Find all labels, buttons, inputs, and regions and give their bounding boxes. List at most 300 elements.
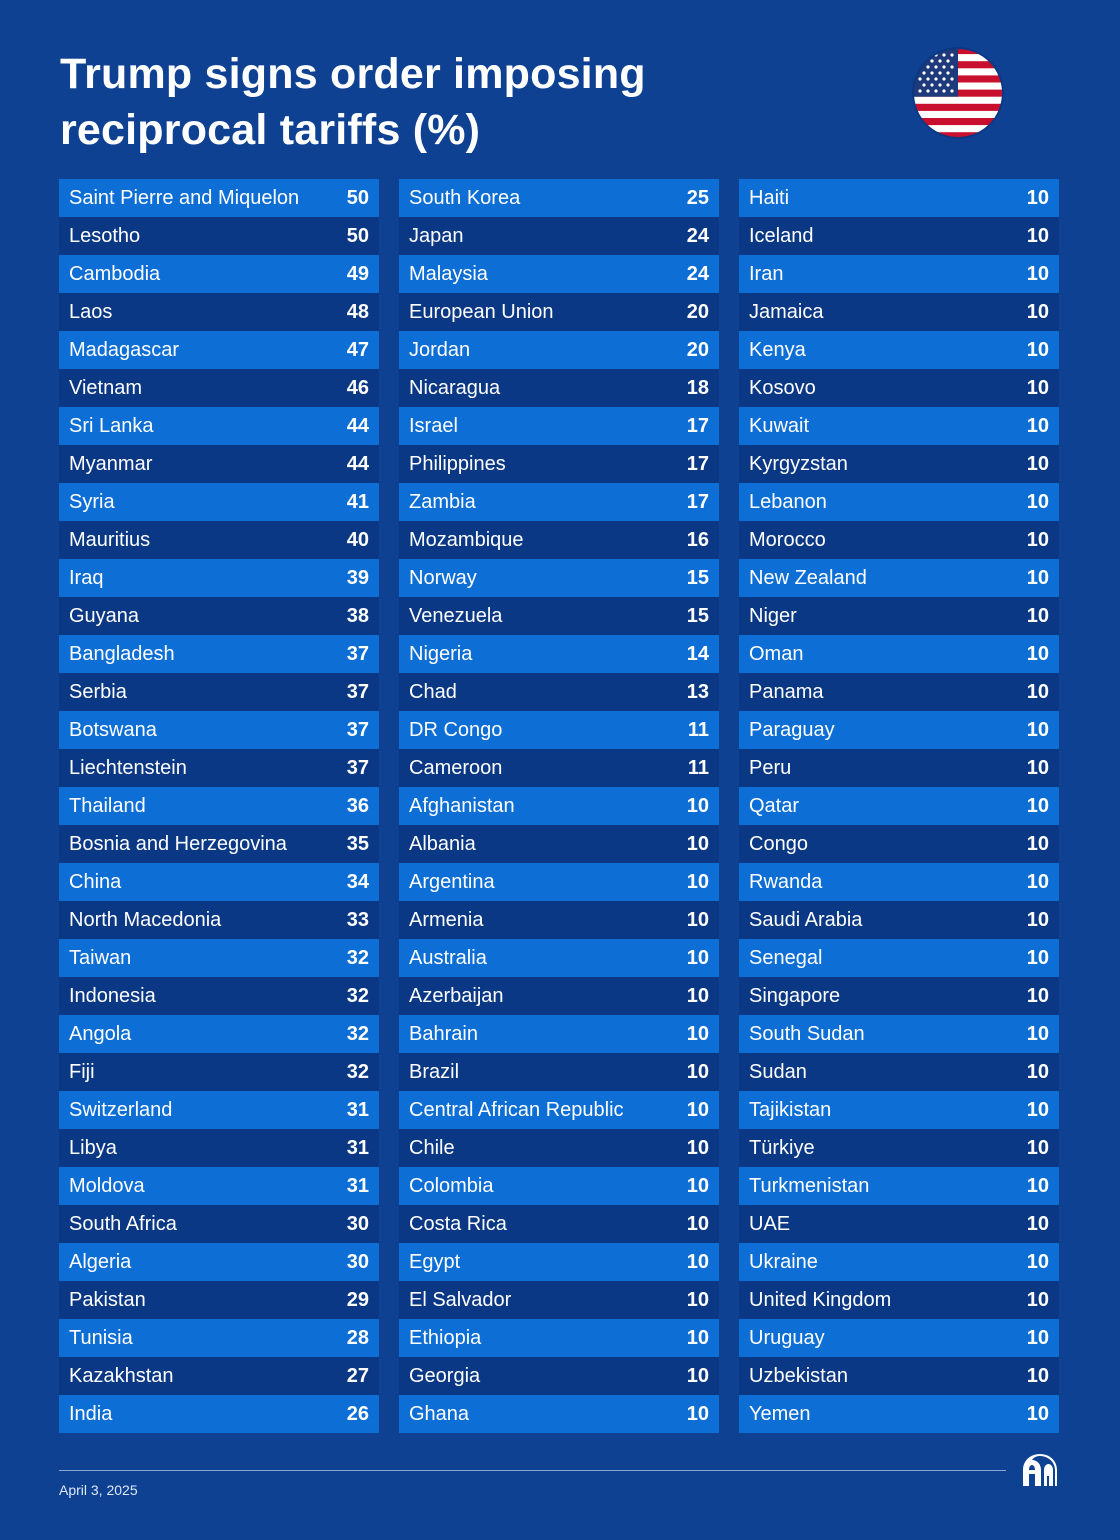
aa-logo-icon [1020,1452,1060,1488]
tariff-row [739,863,1059,901]
tariff-value: 24 [686,224,709,247]
tariff-value: 10 [1026,832,1049,855]
tariff-value: 37 [346,756,369,779]
tariff-row [739,179,1059,217]
country-name: Armenia [409,908,484,931]
tariff-row [59,901,379,939]
tariff-row [739,1091,1059,1129]
country-name: UAE [749,1212,791,1235]
tariff-value: 50 [346,186,369,209]
tariff-row [739,635,1059,673]
country-name: North Macedonia [69,908,222,931]
tariff-row [59,1167,379,1205]
country-name: Egypt [409,1250,461,1273]
tariff-value: 10 [1026,566,1049,589]
country-name: Nicaragua [409,376,501,399]
country-name: Lebanon [749,490,827,513]
country-name: Turkmenistan [749,1174,870,1197]
tariff-row [59,331,379,369]
country-name: Argentina [409,870,495,893]
tariff-value: 18 [686,376,709,399]
tariff-value: 38 [346,604,369,627]
tariff-value: 17 [686,452,709,475]
country-name: DR Congo [409,718,503,741]
country-name: Israel [409,414,458,437]
country-name: Angola [69,1022,132,1045]
tariff-row [59,1091,379,1129]
tariff-row [59,787,379,825]
tariff-row [399,673,719,711]
country-name: Peru [749,756,792,779]
tariff-value: 10 [686,946,709,969]
tariff-row [59,1205,379,1243]
tariff-row [399,1205,719,1243]
country-name: Libya [69,1136,117,1159]
tariff-value: 14 [686,642,709,665]
tariff-value: 41 [346,490,369,513]
country-name: Switzerland [69,1098,173,1121]
tariff-row [739,1357,1059,1395]
country-name: Niger [749,604,797,627]
country-name: Algeria [69,1250,132,1273]
tariff-value: 30 [346,1250,369,1273]
tariff-value: 25 [686,186,709,209]
tariff-row [59,1395,379,1433]
tariff-value: 24 [686,262,709,285]
tariff-row [739,597,1059,635]
tariff-value: 10 [1026,1060,1049,1083]
country-name: Colombia [409,1174,494,1197]
tariff-row [739,521,1059,559]
tariff-value: 10 [686,1402,709,1425]
tariff-value: 10 [686,1174,709,1197]
country-name: Laos [69,300,113,323]
tariff-row [739,331,1059,369]
country-name: Cameroon [409,756,503,779]
tariff-row [399,597,719,635]
tariff-value: 10 [1026,946,1049,969]
country-name: Tunisia [69,1326,133,1349]
tariff-row [59,255,379,293]
tariff-row [399,635,719,673]
tariff-row [59,977,379,1015]
tariff-row [739,673,1059,711]
tariff-row [59,1243,379,1281]
country-name: Kyrgyzstan [749,452,848,475]
country-name: Australia [409,946,487,969]
tariff-value: 40 [346,528,369,551]
tariff-row [399,939,719,977]
country-name: Nigeria [409,642,473,665]
tariff-row [59,369,379,407]
tariff-row [59,1129,379,1167]
tariff-row [59,1281,379,1319]
tariff-row [399,1053,719,1091]
tariff-value: 10 [1026,1098,1049,1121]
tariff-row [59,635,379,673]
country-name: Oman [749,642,804,665]
country-name: Uruguay [749,1326,825,1349]
tariff-row [399,483,719,521]
page-title [60,46,646,158]
tariff-row [399,293,719,331]
tariff-value: 35 [346,832,369,855]
tariff-value: 37 [346,718,369,741]
country-name: Thailand [69,794,146,817]
tariff-row [59,407,379,445]
tariff-value: 10 [1026,452,1049,475]
tariff-column-3 [739,179,1059,1433]
country-name: Chad [409,680,457,703]
tariff-value: 10 [686,1326,709,1349]
tariff-value: 10 [686,1060,709,1083]
country-name: India [69,1402,113,1425]
country-name: Kuwait [749,414,810,437]
tariff-row [739,1053,1059,1091]
tariff-value: 10 [686,984,709,1007]
tariff-row [399,179,719,217]
tariff-row [739,1243,1059,1281]
country-name: New Zealand [749,566,867,589]
tariff-column-1 [59,179,379,1433]
tariff-value: 44 [346,452,369,475]
country-name: Paraguay [749,718,835,741]
country-name: Sri Lanka [69,414,154,437]
country-name: Zambia [409,490,476,513]
tariff-row [59,179,379,217]
tariff-row [59,673,379,711]
country-name: European Union [409,300,554,323]
country-name: Tajikistan [749,1098,832,1121]
country-name: Fiji [69,1060,95,1083]
title-line-2: reciprocal tariffs (%) [60,106,481,154]
tariff-row [739,825,1059,863]
country-name: Kosovo [749,376,816,399]
tariff-row [59,293,379,331]
tariff-value: 16 [686,528,709,551]
tariff-value: 10 [1026,908,1049,931]
tariff-row [739,255,1059,293]
footer-divider [59,1470,1006,1471]
tariff-row [739,559,1059,597]
tariff-row [399,1243,719,1281]
tariff-row [59,1015,379,1053]
tariff-value: 36 [346,794,369,817]
tariff-row [399,1167,719,1205]
tariff-row [399,521,719,559]
tariff-value: 32 [346,1060,369,1083]
country-name: Cambodia [69,262,161,285]
tariff-value: 32 [346,984,369,1007]
country-name: Iraq [69,566,104,589]
country-name: Philippines [409,452,506,475]
country-name: United Kingdom [749,1288,892,1311]
tariff-value: 31 [346,1174,369,1197]
country-name: Panama [749,680,824,703]
country-name: Albania [409,832,476,855]
country-name: El Salvador [409,1288,512,1311]
country-name: Sudan [749,1060,807,1083]
tariff-value: 11 [687,756,709,779]
tariff-value: 31 [346,1098,369,1121]
tariff-value: 10 [686,1364,709,1387]
tariff-row [399,1357,719,1395]
tariff-row [739,711,1059,749]
tariff-row [59,597,379,635]
tariff-row [739,1281,1059,1319]
tariff-value: 10 [1026,984,1049,1007]
tariff-value: 37 [346,680,369,703]
tariff-value: 10 [1026,870,1049,893]
country-name: Türkiye [749,1136,815,1159]
tariff-value: 10 [1026,376,1049,399]
tariff-value: 17 [686,414,709,437]
tariff-value: 47 [346,338,369,361]
tariff-row [739,1129,1059,1167]
tariff-value: 31 [346,1136,369,1159]
country-name: Taiwan [69,946,132,969]
title-line-1: Trump signs order imposing [60,50,646,98]
country-name: Vietnam [69,376,143,399]
tariff-row [59,1319,379,1357]
country-name: Indonesia [69,984,156,1007]
tariff-value: 10 [1026,1288,1049,1311]
tariff-row [399,445,719,483]
tariff-row [739,939,1059,977]
tariff-value: 10 [1026,1022,1049,1045]
tariff-row [739,901,1059,939]
tariff-column-2 [399,179,719,1433]
tariff-value: 27 [346,1364,369,1387]
tariff-row [59,445,379,483]
country-name: Brazil [409,1060,460,1083]
tariff-row [739,369,1059,407]
tariff-value: 11 [687,718,709,741]
tariff-value: 13 [686,680,709,703]
tariff-value: 10 [1026,1326,1049,1349]
country-name: Kenya [749,338,806,361]
tariff-row [399,1015,719,1053]
tariff-value: 28 [346,1326,369,1349]
country-name: Serbia [69,680,127,703]
tariff-row [59,711,379,749]
tariff-row [59,217,379,255]
tariff-value: 10 [1026,414,1049,437]
country-name: Iceland [749,224,814,247]
tariff-row [399,1319,719,1357]
country-name: Saint Pierre and Miquelon [69,186,300,209]
country-name: Uzbekistan [749,1364,848,1387]
tariff-value: 10 [1026,490,1049,513]
country-name: Moldova [69,1174,145,1197]
country-name: Yemen [749,1402,811,1425]
tariff-value: 44 [346,414,369,437]
tariff-row [59,939,379,977]
tariff-value: 10 [1026,680,1049,703]
tariff-row [399,863,719,901]
tariff-value: 10 [686,870,709,893]
country-name: Ethiopia [409,1326,482,1349]
tariff-value: 10 [686,1136,709,1159]
tariff-value: 17 [686,490,709,513]
tariff-row [399,407,719,445]
country-name: Azerbaijan [409,984,504,1007]
tariff-value: 10 [1026,1212,1049,1235]
tariff-value: 30 [346,1212,369,1235]
tariff-row [399,217,719,255]
tariff-row [399,977,719,1015]
country-name: Myanmar [69,452,153,475]
country-name: Singapore [749,984,841,1007]
tariff-value: 10 [1026,338,1049,361]
country-name: Central African Republic [409,1098,624,1121]
tariff-row [59,521,379,559]
country-name: Ukraine [749,1250,818,1273]
country-name: Haiti [749,186,790,209]
country-name: Norway [409,566,477,589]
tariff-row [59,749,379,787]
tariff-value: 10 [1026,1174,1049,1197]
tariff-row [59,1053,379,1091]
tariff-value: 33 [346,908,369,931]
tariff-value: 10 [1026,718,1049,741]
tariff-row [399,369,719,407]
tariff-row [399,1281,719,1319]
tariff-value: 10 [686,794,709,817]
tariff-value: 10 [1026,1402,1049,1425]
country-name: Iran [749,262,784,285]
tariff-row [739,1015,1059,1053]
tariff-row [739,977,1059,1015]
country-name: Pakistan [69,1288,146,1311]
tariff-row [739,445,1059,483]
tariff-row [739,407,1059,445]
country-name: Kazakhstan [69,1364,174,1387]
tariff-value: 20 [686,338,709,361]
tariff-value: 26 [346,1402,369,1425]
publish-date: April 3, 2025 [59,1482,138,1498]
tariff-row [399,255,719,293]
tariff-value: 20 [686,300,709,323]
tariff-value: 10 [1026,528,1049,551]
tariff-value: 15 [686,604,709,627]
tariff-row [739,1395,1059,1433]
country-name: Chile [409,1136,455,1159]
tariff-row [399,1091,719,1129]
country-name: Jordan [409,338,471,361]
tariff-value: 10 [686,1288,709,1311]
country-name: Congo [749,832,808,855]
tariff-row [739,483,1059,521]
tariff-value: 10 [1026,756,1049,779]
tariff-row [399,559,719,597]
tariff-row [399,711,719,749]
tariff-value: 10 [1026,224,1049,247]
tariff-row [399,901,719,939]
tariff-value: 15 [686,566,709,589]
country-name: Ghana [409,1402,470,1425]
tariff-row [59,483,379,521]
tariff-row [399,331,719,369]
tariff-row [59,559,379,597]
country-name: South Sudan [749,1022,865,1045]
country-name: Bosnia and Herzegovina [69,832,287,855]
tariff-row [739,1319,1059,1357]
tariff-value: 10 [1026,1364,1049,1387]
tariff-value: 10 [686,1022,709,1045]
country-name: Guyana [69,604,140,627]
tariff-row [739,1205,1059,1243]
tariff-value: 48 [346,300,369,323]
tariff-value: 10 [1026,794,1049,817]
tariff-value: 10 [1026,1250,1049,1273]
tariff-row [399,787,719,825]
country-name: Mozambique [409,528,524,551]
country-name: Botswana [69,718,157,741]
tariff-row [739,217,1059,255]
tariff-value: 32 [346,946,369,969]
tariff-value: 10 [1026,262,1049,285]
tariff-value: 10 [686,1250,709,1273]
tariff-value: 10 [686,1098,709,1121]
country-name: South Korea [409,186,521,209]
tariff-value: 10 [686,908,709,931]
tariff-row [739,1167,1059,1205]
country-name: China [69,870,122,893]
tariff-value: 10 [1026,604,1049,627]
tariff-value: 49 [346,262,369,285]
tariff-value: 46 [346,376,369,399]
tariff-value: 10 [686,1212,709,1235]
tariff-row [399,749,719,787]
country-name: Jamaica [749,300,824,323]
country-name: Madagascar [69,338,180,361]
country-name: South Africa [69,1212,177,1235]
tariff-row [59,1357,379,1395]
country-name: Venezuela [409,604,503,627]
tariff-value: 39 [346,566,369,589]
tariff-value: 50 [346,224,369,247]
tariff-row [739,787,1059,825]
country-name: Japan [409,224,464,247]
tariff-row [59,825,379,863]
tariff-row [399,825,719,863]
tariff-value: 10 [1026,1136,1049,1159]
tariff-value: 10 [1026,186,1049,209]
tariff-value: 10 [686,832,709,855]
country-name: Saudi Arabia [749,908,863,931]
country-name: Morocco [749,528,826,551]
tariff-value: 10 [1026,642,1049,665]
tariff-row [739,293,1059,331]
tariff-value: 34 [346,870,369,893]
country-name: Rwanda [749,870,823,893]
tariff-row [739,749,1059,787]
tariff-value: 29 [346,1288,369,1311]
us-flag-icon [912,47,1004,139]
tariff-value: 10 [1026,300,1049,323]
country-name: Bahrain [409,1022,478,1045]
country-name: Mauritius [69,528,151,551]
country-name: Qatar [749,794,800,817]
country-name: Liechtenstein [69,756,187,779]
tariff-value: 32 [346,1022,369,1045]
tariff-row [399,1129,719,1167]
tariff-value: 37 [346,642,369,665]
country-name: Bangladesh [69,642,175,665]
country-name: Lesotho [69,224,141,247]
country-name: Georgia [409,1364,481,1387]
